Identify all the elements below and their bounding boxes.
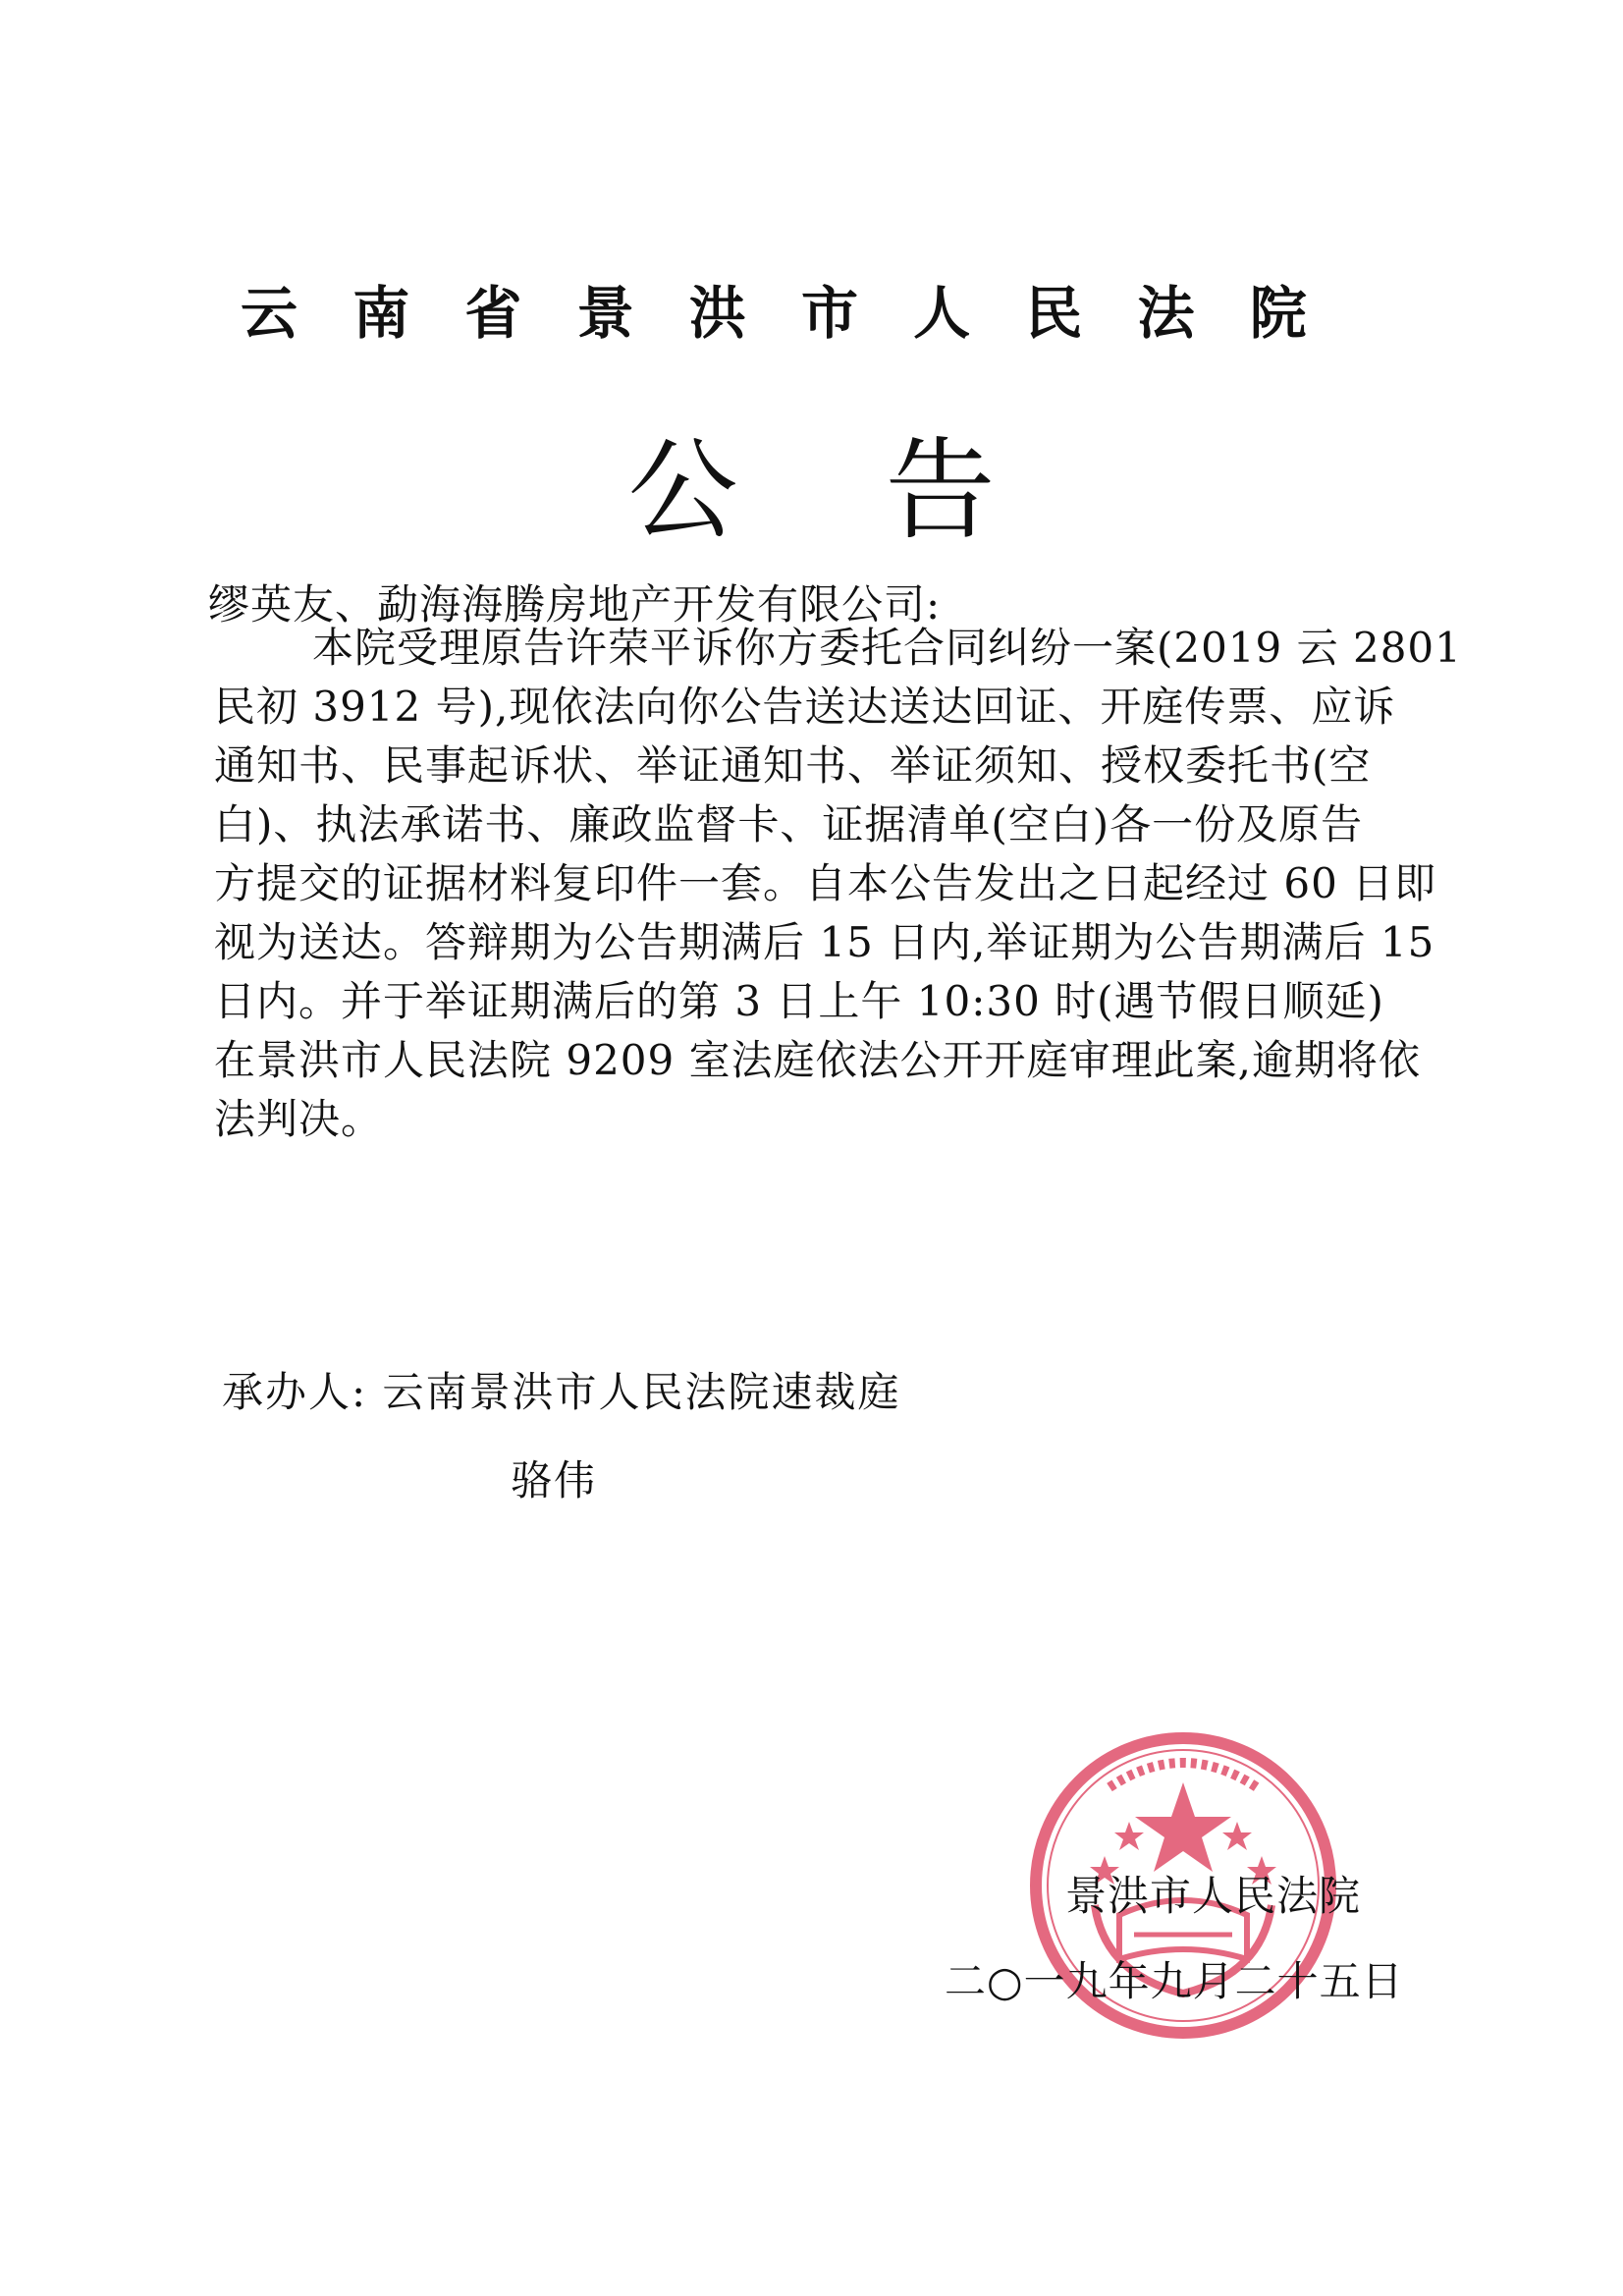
court-name-heading: 云 南 省 景 洪 市 人 民 法 院 — [241, 280, 1325, 347]
handler-label: 承办人: 云南景洪市人民法院速裁庭 — [222, 1368, 901, 1416]
handler-name: 骆伟 — [511, 1456, 598, 1504]
body-line: 日内。并于举证期满后的第 3 日上午 10:30 时(遇节假日顺延) — [214, 977, 1384, 1025]
body-line: 通知书、民事起诉状、举证通知书、举证须知、授权委托书(空 — [214, 741, 1372, 790]
body-line: 视为送达。答辩期为公告期满后 15 日内,举证期为公告期满后 15 — [214, 918, 1435, 966]
body-line: 民初 3912 号),现依法向你公告送达送达回证、开庭传票、应诉 — [214, 683, 1396, 731]
signature-court: 景洪市人民法院 — [1065, 1872, 1362, 1920]
addressee: 缪英友、勐海海腾房地产开发有限公司: — [208, 580, 942, 629]
body-line: 方提交的证据材料复印件一套。自本公告发出之日起经过 60 日即 — [214, 859, 1437, 907]
signature-date: 二○一九年九月二十五日 — [945, 1957, 1404, 2005]
body-line: 白)、执法承诺书、廉政监督卡、证据清单(空白)各一份及原告 — [214, 800, 1364, 848]
body-line: 本院受理原告许荣平诉你方委托合同纠纷一案(2019 云 2801 — [312, 624, 1462, 672]
body-line: 法判决。 — [214, 1095, 384, 1143]
body-line: 在景洪市人民法院 9209 室法庭依法公开开庭审理此案,逾期将依 — [214, 1036, 1421, 1084]
notice-title: 公告 — [627, 427, 1143, 555]
